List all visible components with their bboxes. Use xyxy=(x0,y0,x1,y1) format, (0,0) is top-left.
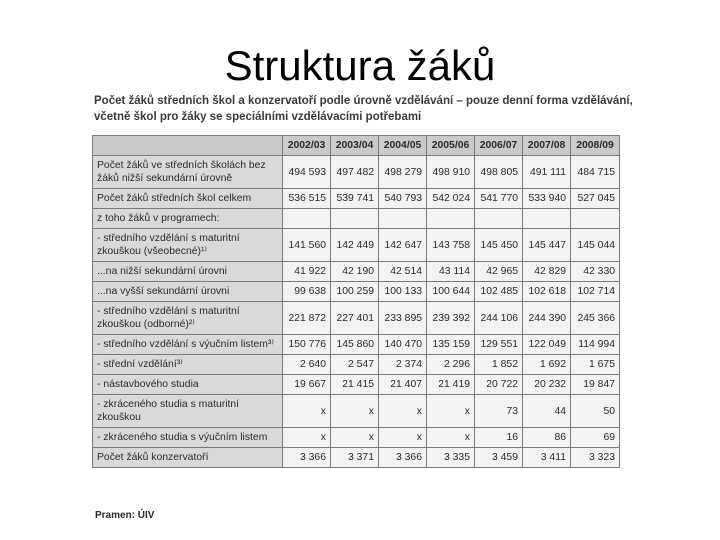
row-label: - zkráceného studia s maturitní zkouškou xyxy=(93,395,283,428)
table-cell: 43 114 xyxy=(427,262,475,282)
table-cell: 140 470 xyxy=(379,335,427,355)
table-cell: 20 722 xyxy=(475,375,523,395)
table-cell: 539 741 xyxy=(331,189,379,209)
table-cell: 50 xyxy=(571,395,620,428)
table-cell: 244 106 xyxy=(475,302,523,335)
table-cell: 498 279 xyxy=(379,156,427,189)
table-cell: 484 715 xyxy=(571,156,620,189)
year-header: 2008/09 xyxy=(571,136,620,156)
table-cell: 21 407 xyxy=(379,375,427,395)
table-cell: 21 419 xyxy=(427,375,475,395)
table-cell: 497 482 xyxy=(331,156,379,189)
table-cell: 145 447 xyxy=(523,229,571,262)
table-row xyxy=(93,335,620,355)
table-cell: x xyxy=(331,428,379,448)
table-cell: 44 xyxy=(523,395,571,428)
table-cell: x xyxy=(379,395,427,428)
table-cell: 150 776 xyxy=(283,335,331,355)
table-cell: 129 551 xyxy=(475,335,523,355)
table-cell: 41 922 xyxy=(283,262,331,282)
row-label: - středního vzdělání s výučním listem³⁾ xyxy=(93,335,283,355)
table-caption: Počet žáků středních škol a konzervatoří podle úrovně vzdělávání – pouze denní forma vzdělávání, včetně škol pro žáky se speciálními vzdělávacími potřebami xyxy=(94,95,633,123)
table-row xyxy=(93,375,620,395)
table-row xyxy=(93,355,620,375)
row-label: - střední vzdělání³⁾ xyxy=(93,355,283,375)
table-cell: 145 860 xyxy=(331,335,379,355)
table-cell: 3 371 xyxy=(331,448,379,468)
table-cell xyxy=(331,209,379,229)
table-cell: 73 xyxy=(475,395,523,428)
year-header: 2007/08 xyxy=(523,136,571,156)
students-table xyxy=(92,135,620,468)
table-cell: 498 805 xyxy=(475,156,523,189)
table-cell: 42 829 xyxy=(523,262,571,282)
table-cell: 1 692 xyxy=(523,355,571,375)
table-cell: 19 847 xyxy=(571,375,620,395)
table-cell: 100 644 xyxy=(427,282,475,302)
row-label: z toho žáků v programech: xyxy=(93,209,283,229)
table-cell: 42 965 xyxy=(475,262,523,282)
table-cell xyxy=(283,209,331,229)
table-cell: 2 374 xyxy=(379,355,427,375)
table-cell xyxy=(571,209,620,229)
table-cell xyxy=(427,209,475,229)
table-cell: x xyxy=(283,395,331,428)
table-cell: 145 044 xyxy=(571,229,620,262)
table-cell: 3 411 xyxy=(523,448,571,468)
table-cell: 102 714 xyxy=(571,282,620,302)
table-cell: 42 514 xyxy=(379,262,427,282)
year-header: 2006/07 xyxy=(475,136,523,156)
table-cell: 536 515 xyxy=(283,189,331,209)
table-cell: x xyxy=(427,395,475,428)
table-row xyxy=(93,189,620,209)
table-cell: 16 xyxy=(475,428,523,448)
table-cell: 233 895 xyxy=(379,302,427,335)
table-cell: 491 111 xyxy=(523,156,571,189)
table-cell: 19 667 xyxy=(283,375,331,395)
table-cell: x xyxy=(427,428,475,448)
table-cell: 3 335 xyxy=(427,448,475,468)
table-cell: 244 390 xyxy=(523,302,571,335)
table-cell: 245 366 xyxy=(571,302,620,335)
year-header: 2004/05 xyxy=(379,136,427,156)
table-cell: 141 560 xyxy=(283,229,331,262)
table-cell: 114 994 xyxy=(571,335,620,355)
table-row xyxy=(93,282,620,302)
table-cell: 533 940 xyxy=(523,189,571,209)
table-cell: x xyxy=(379,428,427,448)
table-cell: 2 296 xyxy=(427,355,475,375)
row-label: ...na nižší sekundární úrovni xyxy=(93,262,283,282)
table-row xyxy=(93,448,620,468)
table-cell: x xyxy=(283,428,331,448)
table-cell xyxy=(379,209,427,229)
header-corner xyxy=(93,136,283,156)
table-cell: 86 xyxy=(523,428,571,448)
header-row xyxy=(93,136,620,156)
table-row xyxy=(93,229,620,262)
table-cell: 527 045 xyxy=(571,189,620,209)
year-header: 2003/04 xyxy=(331,136,379,156)
table-cell: 20 232 xyxy=(523,375,571,395)
table-row xyxy=(93,156,620,189)
table-cell: 2 640 xyxy=(283,355,331,375)
row-label: - středního vzdělání s maturitní zkouškou (všeobecné)¹⁾ xyxy=(93,229,283,262)
slide-title: Struktura žáků xyxy=(224,42,496,89)
row-label: - středního vzdělání s maturitní zkouškou (odborné)²⁾ xyxy=(93,302,283,335)
table-cell: 3 323 xyxy=(571,448,620,468)
row-label: Počet žáků konzervatoří xyxy=(93,448,283,468)
row-label: - nástavbového studia xyxy=(93,375,283,395)
table-cell: 494 593 xyxy=(283,156,331,189)
row-label: Počet žáků středních škol celkem xyxy=(93,189,283,209)
row-label: Počet žáků ve středních školách bez žáků nižší sekundární úrovně xyxy=(93,156,283,189)
table-cell: 541 770 xyxy=(475,189,523,209)
table-cell: 142 647 xyxy=(379,229,427,262)
table-cell xyxy=(475,209,523,229)
table-cell: 221 872 xyxy=(283,302,331,335)
table-cell: 3 366 xyxy=(379,448,427,468)
table-row xyxy=(93,209,620,229)
year-header: 2005/06 xyxy=(427,136,475,156)
table-row xyxy=(93,302,620,335)
table-cell: 498 910 xyxy=(427,156,475,189)
table-cell: 540 793 xyxy=(379,189,427,209)
source-note: Pramen: ÚIV xyxy=(95,510,155,521)
table-cell: 145 450 xyxy=(475,229,523,262)
table-cell: 102 618 xyxy=(523,282,571,302)
table-cell: 42 330 xyxy=(571,262,620,282)
table-row xyxy=(93,395,620,428)
table-cell: 239 392 xyxy=(427,302,475,335)
row-label: ...na vyšší sekundární úrovni xyxy=(93,282,283,302)
table-row xyxy=(93,428,620,448)
table-cell: 69 xyxy=(571,428,620,448)
table-cell: 227 401 xyxy=(331,302,379,335)
table-cell: 100 133 xyxy=(379,282,427,302)
table-cell: 42 190 xyxy=(331,262,379,282)
year-header: 2002/03 xyxy=(283,136,331,156)
table-cell: 99 638 xyxy=(283,282,331,302)
table-cell: 1 675 xyxy=(571,355,620,375)
row-label: - zkráceného studia s výučním listem xyxy=(93,428,283,448)
table-cell: 135 159 xyxy=(427,335,475,355)
table-cell: 1 852 xyxy=(475,355,523,375)
table-cell: 3 459 xyxy=(475,448,523,468)
table-cell: 143 758 xyxy=(427,229,475,262)
table-cell xyxy=(523,209,571,229)
table-cell: x xyxy=(331,395,379,428)
table-cell: 102 485 xyxy=(475,282,523,302)
table-cell: 100 259 xyxy=(331,282,379,302)
table-cell: 122 049 xyxy=(523,335,571,355)
table-cell: 2 547 xyxy=(331,355,379,375)
table-cell: 142 449 xyxy=(331,229,379,262)
table-row xyxy=(93,262,620,282)
table-cell: 21 415 xyxy=(331,375,379,395)
table-cell: 542 024 xyxy=(427,189,475,209)
table-cell: 3 366 xyxy=(283,448,331,468)
